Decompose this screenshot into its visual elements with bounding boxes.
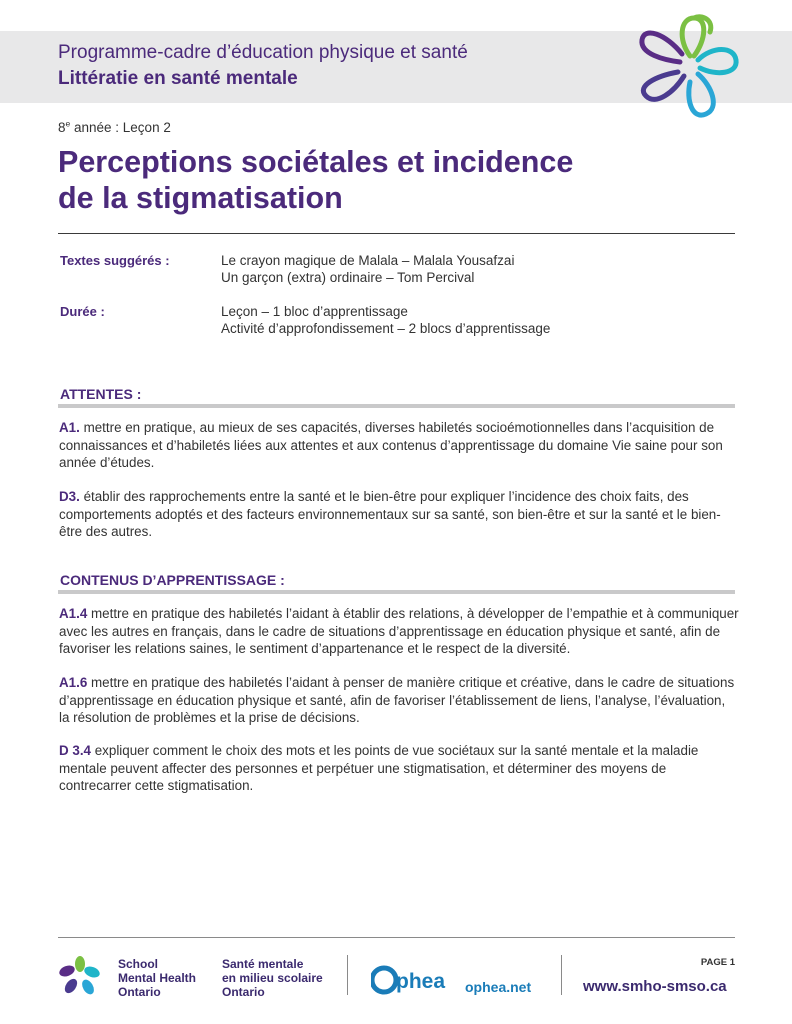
contenu-text: mettre en pratique des habiletés l’aidant à penser de manière critique et créative, dans le cadre de situations d’apprentissage en éducation physique et santé, afin de favoriser l’établissement de liens, l’analyse, l’évaluation, la résolution de problèmes et la prise de décisions.	[59, 675, 735, 725]
lesson-title-line-2: de la stigmatisation	[58, 181, 343, 215]
attentes-heading: ATTENTES :	[60, 386, 142, 402]
contenu-text: mettre en pratique des habiletés l’aidant à établir des relations, à développer de l’empathie et à communiquer avec les autres en français, dans le cadre de situations d’apprentissage en éducation physique et santé, afin de favoriser les relations saines, le sentiment d’appartenance et le respect de la diversité.	[59, 606, 739, 656]
attente-code: A1.	[59, 420, 80, 435]
ophea-wordmark: phea	[396, 970, 446, 993]
contenu-a1-6	[59, 674, 739, 727]
smho-fr-line-3: Ontario	[222, 985, 265, 999]
suggested-text-1: Le crayon magique de Malala – Malala Yousafzai	[221, 253, 515, 268]
attente-text: établir des rapprochements entre la santé et le bien-être pour expliquer l’incidence des choix faits, des comportements adoptés et des facteurs environnementaux sur sa santé, son bien-être et sur la santé et le bien-être des autres.	[59, 489, 721, 539]
footer-rule	[58, 937, 735, 938]
footer-divider-1	[347, 955, 348, 995]
suggested-text-2: Un garçon (extra) ordinaire – Tom Percival	[221, 270, 475, 285]
smho-en-line-3: Ontario	[118, 985, 161, 999]
smho-name-fr	[222, 957, 323, 999]
smho-name-en	[118, 957, 196, 999]
lesson-label: 8e année : Leçon 2	[58, 118, 171, 135]
contenus-heading: CONTENUS D’APPRENTISSAGE :	[60, 572, 285, 588]
footer-divider-2	[561, 955, 562, 995]
smho-logo-icon	[58, 955, 102, 997]
attente-d3	[59, 488, 739, 541]
contenu-code: A1.6	[59, 675, 88, 690]
contenu-text: expliquer comment le choix des mots et les points de vue sociétaux sur la santé mentale et la maladie mentale peuvent affecter des personnes et perpétuer une stigmatisation, et déterminer des moyens de contrecarrer cette stigmatisation.	[59, 743, 699, 793]
attentes-rule	[58, 404, 735, 408]
site-link[interactable]: www.smho-smso.ca	[583, 978, 727, 995]
ophea-logo	[371, 964, 451, 996]
smho-flower-icon	[628, 10, 752, 130]
smho-en-line-1: School	[118, 957, 159, 971]
smho-fr-line-2: en milieu scolaire	[222, 971, 323, 985]
contenu-code: D 3.4	[59, 743, 92, 758]
page-number: PAGE 1	[700, 957, 735, 968]
smho-fr-line-1: Santé mentale	[222, 957, 304, 971]
contenu-a1-4	[59, 605, 739, 658]
smho-en-line-2: Mental Health	[118, 971, 197, 985]
lesson-title-line-1: Perceptions sociétales et incidence	[58, 145, 574, 179]
ophea-link[interactable]: ophea.net	[465, 979, 532, 995]
attente-code: D3.	[59, 489, 80, 504]
title-divider	[58, 233, 735, 234]
suggested-texts-label: Textes suggérés :	[60, 253, 170, 268]
contenu-code: A1.4	[59, 606, 88, 621]
program-title: Programme-cadre d’éducation physique et santé	[58, 42, 468, 63]
attente-text: mettre en pratique, au mieux de ses capacités, diverses habiletés socioémotionnelles dans l’acquisition de connaissances et d’habiletés liées aux attentes et aux contenus d’apprentissage du domaine Vie saine pour son année d’études.	[59, 420, 723, 470]
contenus-rule	[58, 590, 735, 594]
contenu-d3-4	[59, 742, 739, 795]
duration-label: Durée :	[60, 304, 105, 319]
lesson-title	[58, 144, 698, 216]
attente-a1	[59, 419, 739, 472]
duration-1: Leçon – 1 bloc d’apprentissage	[221, 304, 408, 319]
duration-2: Activité d’approfondissement – 2 blocs d’apprentissage	[221, 321, 551, 336]
program-subtitle: Littératie en santé mentale	[58, 68, 298, 89]
